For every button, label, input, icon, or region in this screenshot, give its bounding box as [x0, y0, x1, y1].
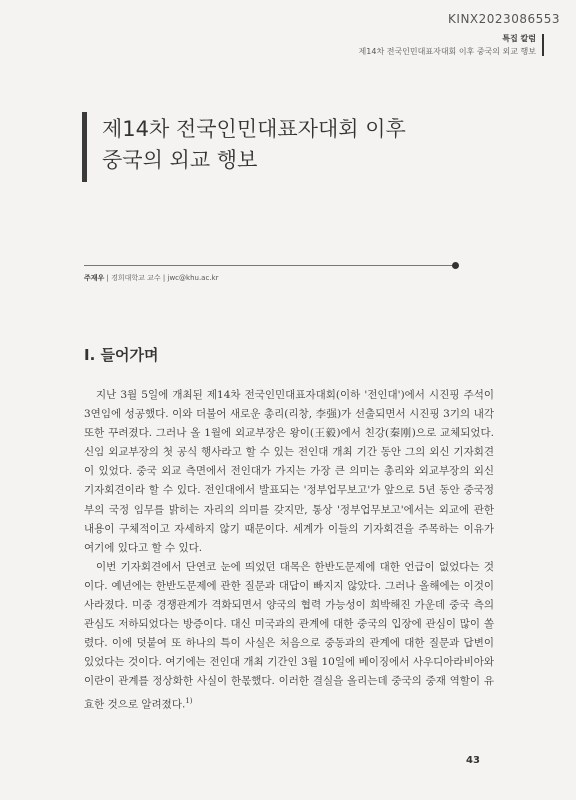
document-id: KINX2023086553 [448, 12, 560, 26]
paragraph-1: 지난 3월 5일에 개최된 제14차 전국인민대표자대회(이하 '전인대')에서 시진핑 주석이 3연임에 성공했다. 이와 더불어 새로운 총리(리창, 李强)가 선출되면서 시진핑 3기의 내각 또한 꾸려졌다. 그러나 올 1월에 외교부장은 왕이(王毅)에서 친강(秦刚)으로 교체되었다. 신임 외교부장의 첫 공식 행사라고 할 수 있는 전인대 개최 기간 동안 그의 외신 기자회견이 있었다. 중국 외교 측면에서 전인대가 가지는 가장 큰 의미는 총리와 외교부장의 외신 기자회견이라 할 수 있다. 전인대에서 발표되는 '정부업무보고'가 앞으로 5년 동안 중국정부의 국정 임무를 밝히는 자리의 의미를 갖지만, 통상 '정부업무보고'에서는 외교에 관한 내용이 구체적이고 자세하지 않기 때문이다. 세계가 이들의 기자회견을 주목하는 이유가 여기에 있다고 할 수 있다. [84, 389, 494, 554]
title-accent-bar [82, 112, 87, 182]
title-line-1: 제14차 전국인민대표자대회 이후 [102, 117, 406, 141]
section-heading: Ⅰ. 들어가며 [84, 346, 159, 364]
author-line [84, 273, 218, 283]
author-email: jwc@khu.ac.kr [167, 274, 219, 282]
header-running-title: 제14차 전국인민대표자대회 이후 중국의 외교 행보 [358, 47, 536, 56]
paragraph-2 [84, 558, 494, 714]
header-section-label: 특집 칼럼 [502, 34, 536, 43]
article-body [84, 386, 494, 714]
author-name: 주재우 [84, 274, 105, 282]
article-title [102, 114, 406, 176]
author-sep-2: | [162, 274, 168, 282]
title-divider [84, 265, 456, 266]
running-header [359, 32, 536, 58]
author-affiliation: 경희대학교 교수 [111, 274, 161, 282]
paragraph-2-text: 이번 기자회견에서 단연코 눈에 띄었던 대목은 한반도문제에 대한 언급이 없었다는 것이다. 예년에는 한반도문제에 관한 질문과 대답이 빠지지 않았다. 그러나 올해에는 이것이 사라졌다. 미중 경쟁관계가 격화되면서 양국의 협력 가능성이 희박해진 가운데 중국 측의 관심도 저하되었다는 방증이다. 대신 미국과의 관계에 대한 중국의 입장에 관심이 많이 쏠렸다. 이에 덧붙여 또 하나의 특이 사실은 처음으로 중동과의 관계에 대한 질문과 답변이 있었다는 것이다. 여기에는 전인대 개최 기간인 3월 10일에 베이징에서 사우디아라비아와 이란이 관계를 정상화한 사실이 한몫했다. 이러한 결실을 올리는데 중국의 중재 역할이 유효한 것으로 알려졌다. [84, 560, 494, 710]
page-number: 43 [466, 755, 480, 766]
divider-dot [452, 262, 459, 269]
title-line-2: 중국의 외교 행보 [102, 148, 258, 172]
author-sep-1: | [106, 274, 112, 282]
footnote-marker: 1) [185, 696, 193, 705]
header-bar [542, 34, 544, 56]
